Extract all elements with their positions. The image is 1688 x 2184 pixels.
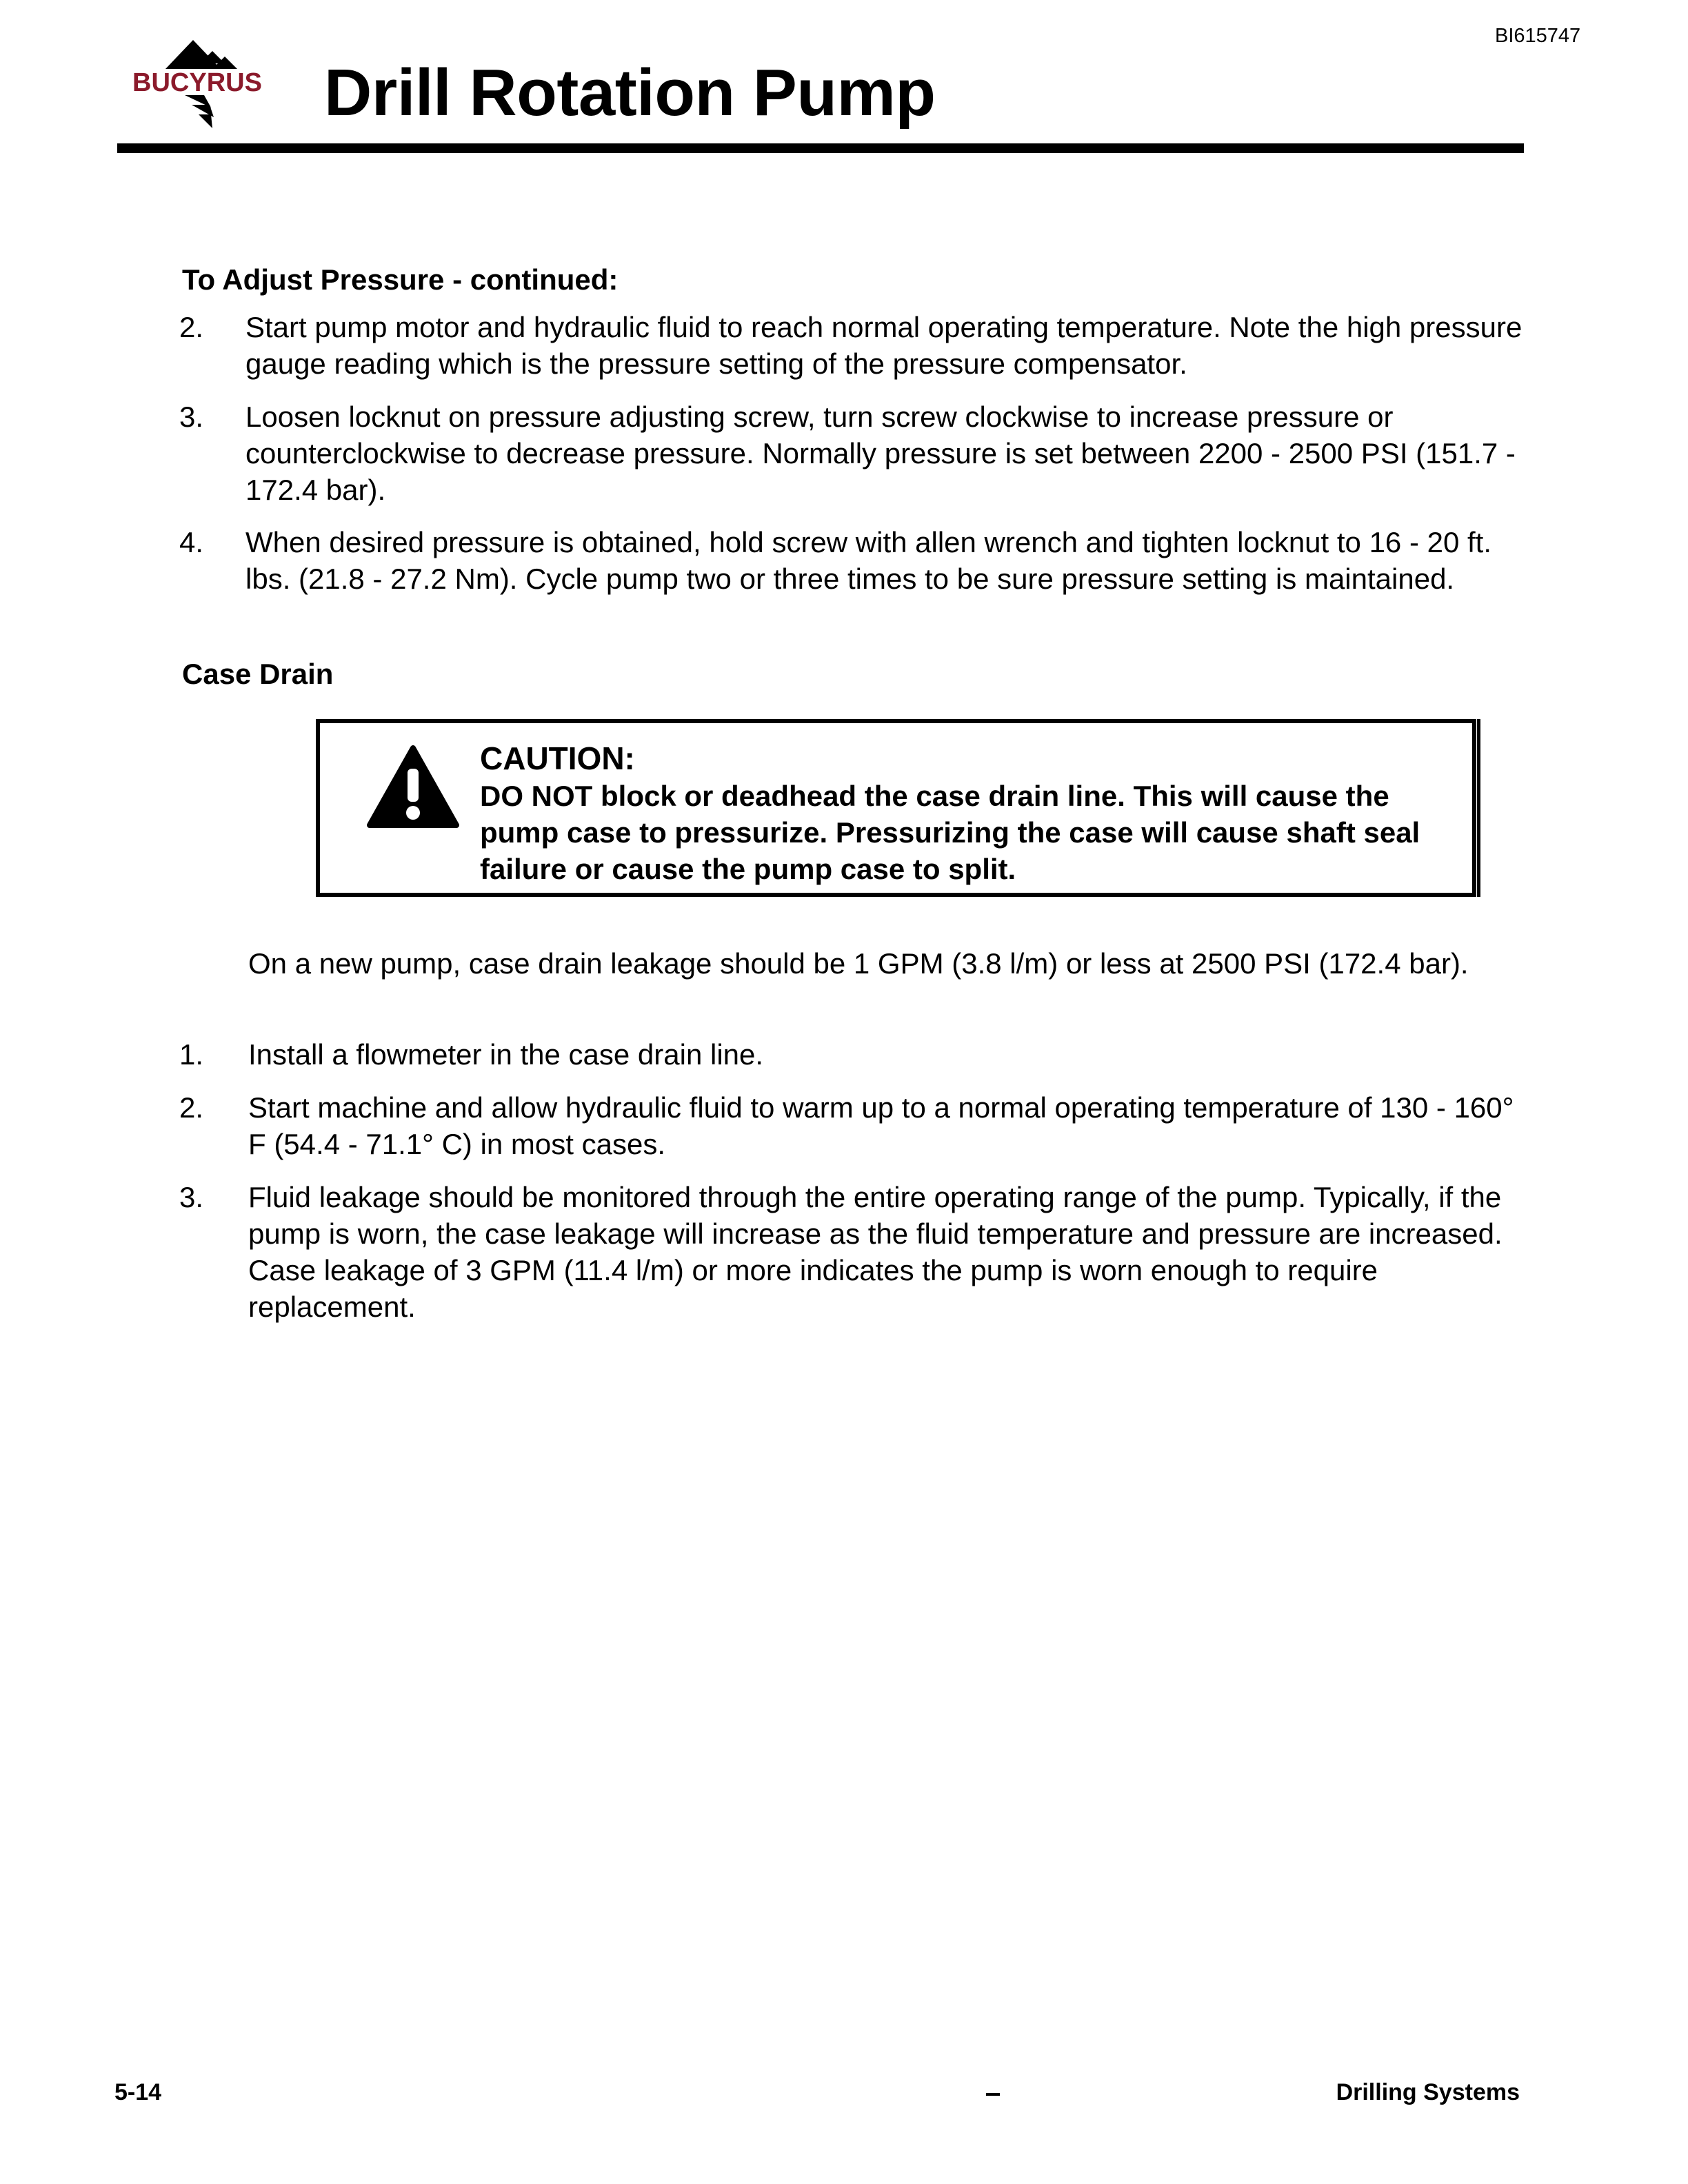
list-item-text: Install a flowmeter in the case drain line. bbox=[248, 1038, 764, 1071]
warning-triangle-icon bbox=[367, 744, 459, 829]
section-name: Drilling Systems bbox=[1336, 2079, 1520, 2105]
list-item bbox=[179, 1179, 1531, 1325]
list-item bbox=[179, 1036, 1531, 1073]
list-item bbox=[179, 398, 1531, 508]
case-drain-heading: Case Drain bbox=[182, 658, 334, 690]
case-drain-intro: On a new pump, case drain leakage should be 1 GPM (3.8 l/m) or less at 2500 PSI (172.4 bar). bbox=[248, 947, 1469, 980]
list-item-text: Start pump motor and hydraulic fluid to reach normal operating temperature. Note the high pressure gauge reading which is the pressure setting of the pressure compensator. bbox=[245, 311, 1523, 380]
document-id: BI615747 bbox=[1495, 25, 1581, 47]
svg-text:BUCYRUS: BUCYRUS bbox=[132, 68, 262, 97]
footer-dash bbox=[986, 2093, 1000, 2096]
list-item-text: Start machine and allow hydraulic fluid to warm up to a normal operating temperature of 130 - 160° F (54.4 - 71.1° C) in most cases. bbox=[248, 1091, 1514, 1160]
list-item bbox=[179, 1089, 1531, 1162]
caution-text: DO NOT block or deadhead the case drain line. This will cause the pump case to pressurize. Pressurizing the case will cause shaft seal failure or cause the pump case to split. bbox=[480, 780, 1420, 885]
list-item-text: Loosen locknut on pressure adjusting screw, turn screw clockwise to increase pressure or counterclockwise to decrease pressure. Normally pressure is set between 2200 - 2500 PSI (151.7 - 172.4 bar). bbox=[245, 401, 1516, 506]
list-item-number: 3. bbox=[179, 1181, 204, 1213]
list-item-number: 2. bbox=[179, 311, 204, 343]
list-item-number: 4. bbox=[179, 526, 204, 558]
header-rule bbox=[117, 143, 1524, 153]
adjust-pressure-heading: To Adjust Pressure - continued: bbox=[182, 263, 619, 296]
list-item-text: Fluid leakage should be monitored through the entire operating range of the pump. Typically, if the pump is worn, the case leakage will increase as the fluid temperature and pressure are increased. Case leakage of 3 GPM (11.4 l/m) or more indicates the pump is worn enough to require replacement. bbox=[248, 1181, 1503, 1323]
list-item-number: 2. bbox=[179, 1091, 204, 1124]
caution-box bbox=[316, 719, 1476, 897]
bucyrus-logo bbox=[116, 36, 279, 139]
list-item-number: 1. bbox=[179, 1038, 204, 1071]
page-title: Drill Rotation Pump bbox=[324, 56, 936, 130]
page-number: 5-14 bbox=[114, 2079, 162, 2105]
list-item-text: When desired pressure is obtained, hold screw with allen wrench and tighten locknut to 16 - 20 ft. lbs. (21.8 - 27.2 Nm). Cycle pump two or three times to be sure pressure setting is maintained. bbox=[245, 526, 1492, 595]
list-item bbox=[179, 524, 1531, 597]
caution-title: CAUTION: bbox=[480, 740, 635, 776]
list-item bbox=[179, 309, 1531, 382]
list-item-number: 3. bbox=[179, 401, 204, 433]
